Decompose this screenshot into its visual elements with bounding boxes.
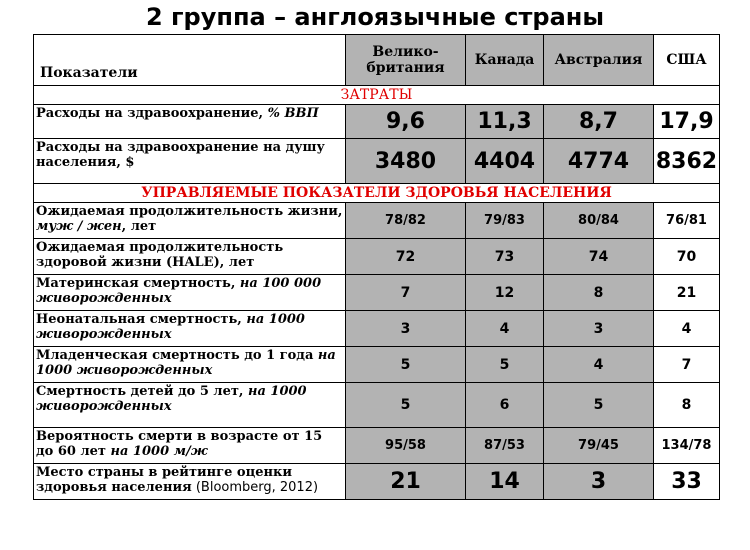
- header-country-usa: США: [654, 35, 720, 86]
- value-uk: 3: [346, 311, 466, 347]
- table-row: [34, 428, 720, 464]
- header-row: [34, 35, 720, 86]
- value-australia: 5: [544, 383, 654, 428]
- row-label: Расходы на здравоохранение на душу населения, $: [34, 139, 346, 184]
- value-uk: 5: [346, 383, 466, 428]
- value-canada: 14: [466, 464, 544, 500]
- table-row: [34, 239, 720, 275]
- table-row: [34, 105, 720, 139]
- row-label: Вероятность смерти в возрасте от 15 до 60 лет на 1000 м/ж: [34, 428, 346, 464]
- value-australia: 8: [544, 275, 654, 311]
- value-canada: 79/83: [466, 203, 544, 239]
- value-usa: 7: [654, 347, 720, 383]
- value-uk: 95/58: [346, 428, 466, 464]
- section-costs: ЗАТРАТЫ: [34, 86, 720, 105]
- table-row: [34, 347, 720, 383]
- value-uk: 7: [346, 275, 466, 311]
- value-canada: 6: [466, 383, 544, 428]
- section-row-costs: [34, 86, 720, 105]
- comparison-table: [33, 34, 720, 500]
- value-canada: 5: [466, 347, 544, 383]
- value-australia: 4: [544, 347, 654, 383]
- value-usa: 4: [654, 311, 720, 347]
- row-label: Ожидаемая продолжительность здоровой жизни (HALE), лет: [34, 239, 346, 275]
- page-title: 2 группа – англоязычные страны: [145, 3, 605, 31]
- header-country-australia: Австралия: [544, 35, 654, 86]
- row-label: Расходы на здравоохранение, % ВВП: [34, 105, 346, 139]
- value-usa: 70: [654, 239, 720, 275]
- table-row: [34, 203, 720, 239]
- value-australia: 3: [544, 464, 654, 500]
- value-uk: 78/82: [346, 203, 466, 239]
- value-canada: 4404: [466, 139, 544, 184]
- value-canada: 87/53: [466, 428, 544, 464]
- table-row: [34, 464, 720, 500]
- row-label: Место страны в рейтинге оценки здоровья населения (Bloomberg, 2012): [34, 464, 346, 500]
- value-canada: 4: [466, 311, 544, 347]
- value-usa: 33: [654, 464, 720, 500]
- value-usa: 8362: [654, 139, 720, 184]
- value-uk: 72: [346, 239, 466, 275]
- value-canada: 73: [466, 239, 544, 275]
- row-label: Материнская смертность, на 100 000 живорожденных: [34, 275, 346, 311]
- row-label: Смертность детей до 5 лет, на 1000 живорожденных: [34, 383, 346, 428]
- row-label: Ожидаемая продолжительность жизни, муж / жен, лет: [34, 203, 346, 239]
- value-australia: 74: [544, 239, 654, 275]
- value-usa: 8: [654, 383, 720, 428]
- value-australia: 8,7: [544, 105, 654, 139]
- value-australia: 79/45: [544, 428, 654, 464]
- value-uk: 9,6: [346, 105, 466, 139]
- value-canada: 11,3: [466, 105, 544, 139]
- value-usa: 76/81: [654, 203, 720, 239]
- header-country-uk-label: Велико-британия: [366, 44, 445, 76]
- value-uk: 5: [346, 347, 466, 383]
- header-country-uk: [346, 35, 466, 86]
- table-row: [34, 311, 720, 347]
- section-row-health: [34, 184, 720, 203]
- table-row: [34, 139, 720, 184]
- row-label: Младенческая смертность до 1 года на 1000 живорожденных: [34, 347, 346, 383]
- value-australia: 80/84: [544, 203, 654, 239]
- table-row: [34, 383, 720, 428]
- value-usa: 17,9: [654, 105, 720, 139]
- value-usa: 134/78: [654, 428, 720, 464]
- row-label: Неонатальная смертность, на 1000 живорожденных: [34, 311, 346, 347]
- value-usa: 21: [654, 275, 720, 311]
- value-uk: 3480: [346, 139, 466, 184]
- header-indicator: Показатели: [34, 35, 346, 86]
- header-country-canada: Канада: [466, 35, 544, 86]
- section-health: УПРАВЛЯЕМЫЕ ПОКАЗАТЕЛИ ЗДОРОВЬЯ НАСЕЛЕНИЯ: [34, 184, 720, 203]
- value-australia: 4774: [544, 139, 654, 184]
- value-australia: 3: [544, 311, 654, 347]
- table-row: [34, 275, 720, 311]
- value-canada: 12: [466, 275, 544, 311]
- value-uk: 21: [346, 464, 466, 500]
